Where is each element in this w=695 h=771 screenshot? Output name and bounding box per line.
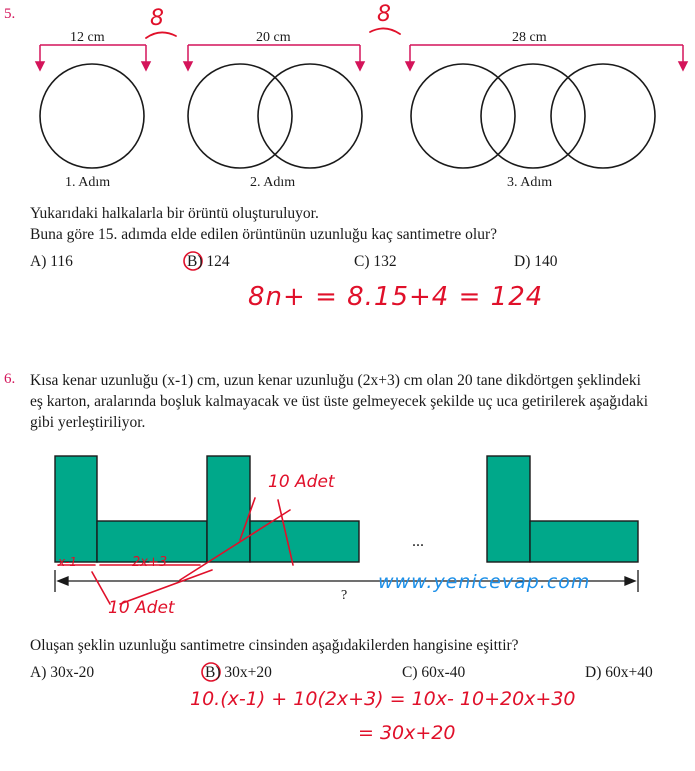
q6-solution-line2: = 30x+20 [358,722,456,744]
step-label-1: 1. Adım [65,175,111,190]
question-6-number: 6. [4,371,16,387]
gap-arc-2 [370,28,400,34]
q6-text-line2: eş karton, aralarında boşluk kalmayacak ve üst üste gelmeyecek şekilde uç uca getirilerek aşağıdaki [30,393,649,410]
q5-text-line2: Buna göre 15. adımda elde edilen örüntünün uzunluğu kaç santimetre olur? [30,226,498,243]
dim-label-step3: 28 cm [512,30,547,45]
q6-option-c[interactable]: C) 60x-40 [402,664,466,681]
q6-text-line3: gibi yerleştiriliyor. [30,414,146,431]
q6-question-mark: ? [341,588,348,603]
gap-note-1: 8 [150,6,164,31]
ring-step3-c [551,64,655,168]
ring-step3-b [481,64,585,168]
hand-label-x1: x-1 [58,555,78,569]
q5-option-c[interactable]: C) 132 [354,253,397,270]
ring-step1 [40,64,144,168]
q6-rectangles [55,456,638,562]
rect-vertical-2 [207,456,250,562]
gap-note-2: 8 [377,2,391,27]
rect-vertical-1 [55,456,97,562]
step-label-3: 3. Adım [507,175,553,190]
dim-label-step2: 20 cm [256,30,291,45]
q6-option-a[interactable]: A) 30x-20 [30,664,95,681]
ring-step2-b [258,64,362,168]
q5-option-d[interactable]: D) 140 [514,253,558,270]
ring-step2-a [188,64,292,168]
hand-label-10-top: 10 Adet [268,472,335,492]
ring-step3-a [411,64,515,168]
hand-label-2x3: 2x+3 [132,555,168,570]
q5-option-b[interactable]: B) 124 [187,253,230,270]
q6-solution-line1: 10.(x-1) + 10(2x+3) = 10x- 10+20x+30 [190,688,576,710]
hand-label-10-bottom: 10 Adet [108,598,175,618]
rect-vertical-last [487,456,530,562]
rect-horizontal-2 [250,521,359,562]
q5-solution: 8n+ = 8.15+4 = 124 [248,282,544,312]
gap-arc-1 [146,32,176,38]
q6-ellipsis: ... [412,533,424,550]
rect-horizontal-last [530,521,638,562]
q6-option-b[interactable]: B) 30x+20 [205,664,272,681]
q6-option-d[interactable]: D) 60x+40 [585,664,653,681]
q6-question: Oluşan şeklin uzunluğu santimetre cinsinden aşağıdakilerden hangisine eşittir? [30,637,519,654]
question-5-number: 5. [4,6,16,22]
q6-text-line1: Kısa kenar uzunluğu (x-1) cm, uzun kenar uzunluğu (2x+3) cm olan 20 tane dikdörtgen şeklindeki [30,372,641,389]
q5-text-line1: Yukarıdaki halkalarla bir örüntü oluşturuluyor. [30,205,319,222]
watermark: www.yenicevap.com [378,571,591,593]
step-label-2: 2. Adım [250,175,296,190]
q5-option-a[interactable]: A) 116 [30,253,73,270]
dim-label-step1: 12 cm [70,30,105,45]
